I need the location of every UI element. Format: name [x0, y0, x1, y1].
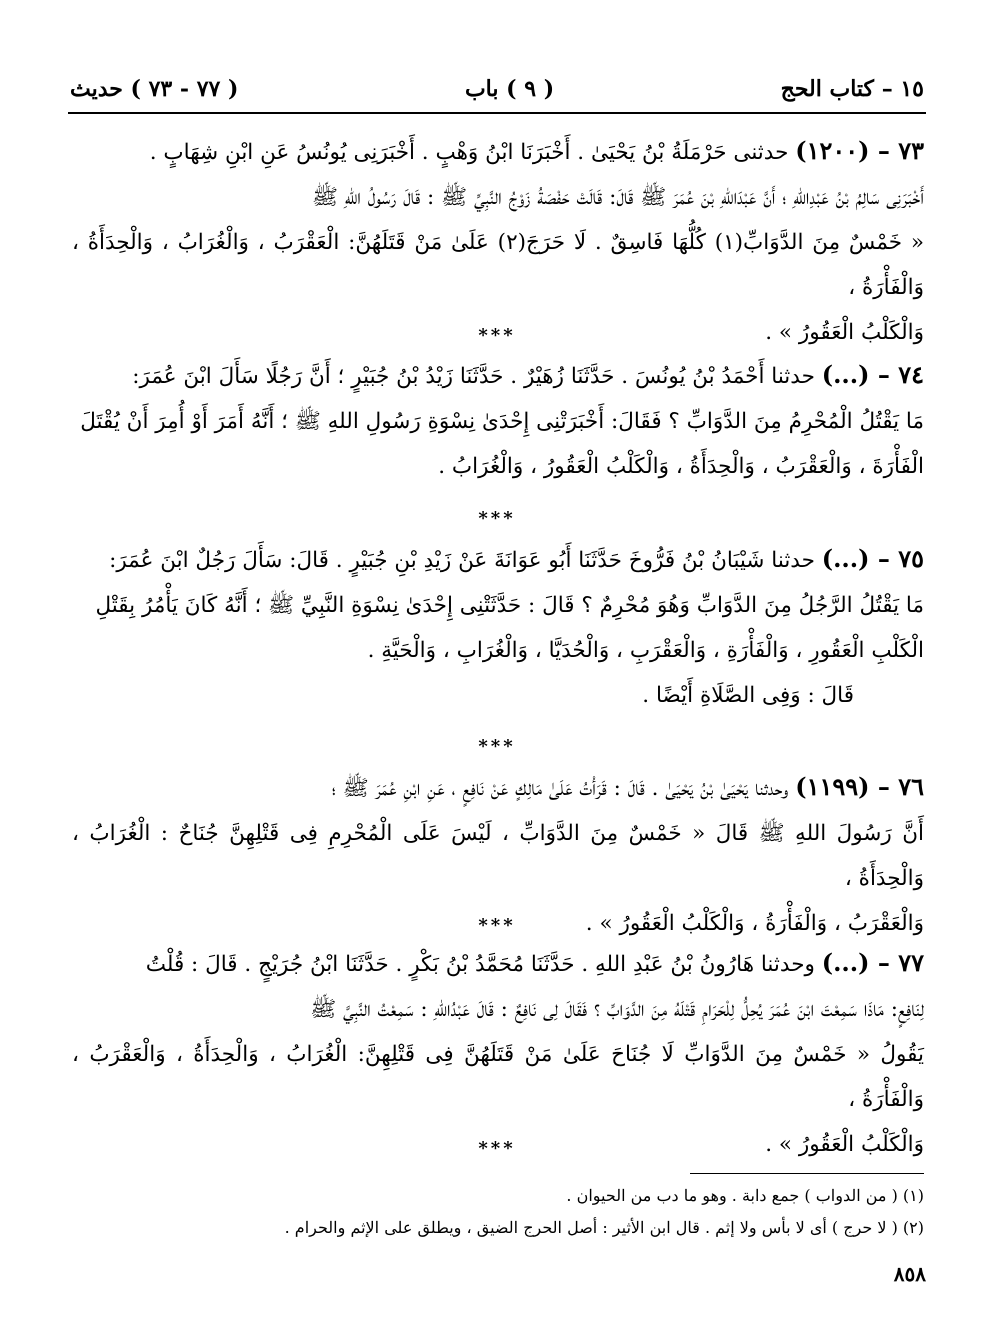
- hadith-line: وَالْكَلْبُ الْعَقُورُ » .: [765, 320, 924, 345]
- hadith-range: ( ٧٧ - ٧٣ ) حديث: [70, 76, 239, 102]
- separator-stars: ***: [478, 1138, 516, 1159]
- header-rule: [68, 112, 926, 114]
- footnote-2: (٢) ( لا حرج ) أى لا بأس ولا إثم . قال ابن الأثير : أصل الحرج الضيق ، ويطلق على الإثم والحرام .: [284, 1218, 924, 1237]
- hadith-line: أَنَّ رَسُولَ اللهِ ﷺ قَالَ « خَمْسٌ مِنَ الدَّوَابِّ ، لَيْسَ عَلَى الْمُحْرِمِ فِى قَتْلِهِنَّ جُنَاحٌ : الْغُرَابُ ، وَالْحِدَأَةُ ،: [72, 821, 924, 891]
- hadith-number: ٧٦ – (١١٩٩): [795, 772, 924, 801]
- hadith-line: وَالْكَلْبُ الْعَقُورُ » .: [765, 1132, 924, 1157]
- hadith-line: الْكَلْبِ الْعَقُورِ ، وَالْفَأْرَةِ ، وَالْعَقْرَبِ ، وَالْحُدَيَّا ، وَالْغُرَابِ ، وَالْحَيَّةِ .: [367, 638, 924, 663]
- hadith-line: وَالْعَقْرَبُ ، وَالْفَأْرَةُ ، وَالْكَلْبُ الْعَقُورُ » .: [585, 911, 924, 936]
- hadith-line: مَا يَقْتُلُ الرَّجُلُ مِنَ الدَّوَابِّ وَهُوَ مُحْرِمٌ ؟ قَالَ : حَدَّثَتْنِى إِحْدَىٰ نِسْوَةِ النَّبِيِّ ﷺ ؛ أَنَّهُ كَانَ يَأْمُرُ بِقَتْلِ: [95, 593, 924, 618]
- separator-stars: ***: [478, 325, 516, 346]
- page-number: ٨٥٨: [893, 1262, 926, 1286]
- book-title: ١٥ – كتاب الحج: [780, 76, 924, 102]
- hadith-line: مَا يَقْتُلُ الْمُحْرِمُ مِنَ الدَّوَابِّ ؟ فَقَالَ: أَخْبَرَتْنِى إِحْدَىٰ نِسْوَةِ رَسُولِ اللهِ ﷺ ؛ أَنَّهُ أَمَرَ أَوْ أُمِرَ أَنْ يُقْتَلَ: [80, 409, 924, 434]
- hadith-number: ٧٧ – (...): [821, 948, 924, 977]
- hadith-number: ٧٥ – (...): [821, 544, 924, 573]
- hadith-line: حدثنا شَيْبَانُ بْنُ فَرُّوخَ حَدَّثَنَا أَبُو عَوَانَةَ عَنْ زَيْدِ بْنِ جُبَيْرٍ . قَالَ: سَأَلَ رَجُلٌ ابْنَ عُمَرَ:: [109, 548, 815, 573]
- footnote-rule: [690, 1173, 924, 1174]
- hadith-line: لِنَافِعٍ: مَاذَا سَمِعْتَ ابْنَ عُمَرَ يُحِلُّ لِلْحَرَامِ قَتْلَهُ مِنَ الدَّوَابِّ ؟ فَقَالَ لِى نَافِعٌ : قَالَ عَبْدُاللهِ : سَمِعْتُ النَّبِيَّ ﷺ: [310, 997, 924, 1022]
- chapter-label: ( ٩ ) باب: [464, 76, 555, 102]
- hadith-number: ٧٣ – (١٢٠٠): [795, 136, 924, 165]
- separator-stars: ***: [478, 508, 516, 529]
- hadith-note: قَالَ : وَفِى الصَّلَاةِ أَيْضًا .: [642, 683, 854, 708]
- running-header: [70, 72, 924, 106]
- footnotes: [100, 1180, 924, 1244]
- hadith-line: حدثنى حَرْمَلَةُ بْنُ يَحْيَىٰ . أَخْبَرَنَا ابْنُ وَهْبٍ . أَخْبَرَنِى يُونُسُ عَنِ ابْنِ شِهَابٍ .: [149, 140, 789, 165]
- footnote-1: (١) ( من الدواب ) جمع دابة . وهو ما دب من الحيوان .: [566, 1186, 924, 1205]
- hadith-line: حدثنا أَحْمَدُ بْنُ يُونُسَ . حَدَّثَنَا زُهَيْرٌ . حَدَّثَنَا زَيْدُ بْنُ جُبَيْرٍ ؛ أَنَّ رَجُلًا سَأَلَ ابْنَ عُمَرَ:: [132, 364, 815, 389]
- hadith-number: ٧٤ – (...): [821, 360, 924, 389]
- hadith-line: الْفَأْرَةَ ، وَالْعَقْرَبُ ، وَالْحِدَأَةُ ، وَالْكَلْبُ الْعَقُورُ ، وَالْغُرَابُ .: [438, 454, 924, 479]
- hadith-line: وحدثنا هَارُونُ بْنُ عَبْدِ اللهِ . حَدَّثَنَا مُحَمَّدُ بْنُ بَكْرٍ . حَدَّثَنَا ابْنُ جُرَيْجٍ . قَالَ : قُلْتُ: [145, 952, 815, 977]
- hadith-line: يَقُولُ « خَمْسٌ مِنَ الدَّوَابِّ لَا جُنَاحَ عَلَىٰ مَنْ قَتَلَهُنَّ فِى قَتْلِهِنَّ: الْغُرَابُ ، وَالْحِدَأَةُ ، وَالْعَقْرَبُ ، وَالْفَأْرَةُ ،: [72, 1042, 924, 1112]
- separator-stars: ***: [478, 915, 516, 936]
- hadith-line: أَخْبَرَنِى سَالِمُ بْنُ عَبْدِاللهِ ؛ أَنَّ عَبْدَاللهِ بْنَ عُمَرَ ﷺ قَالَ: قَالَتْ حَفْصَةُ زَوْجُ النَّبِيِّ ﷺ : قَالَ رَسُولُ اللهِ ﷺ: [312, 185, 924, 210]
- hadith-73: [72, 128, 924, 355]
- hadith-line: وحدثنا يَحْيَىٰ بْنُ يَحْيَىٰ . قَالَ : قَرَأْتُ عَلَىٰ مَالِكٍ عَنْ نَافِعٍ ، عَنِ ابْنِ عُمَرَ ﷺ ؛: [331, 776, 789, 801]
- hadith-77: [72, 940, 924, 1167]
- hadith-75: [72, 536, 924, 718]
- hadith-74: [72, 352, 924, 489]
- hadith-line: « خَمْسٌ مِنَ الدَّوَابِّ(١) كُلُّهَا فَاسِقٌ . لَا حَرَجَ(٢) عَلَىٰ مَنْ قَتَلَهُنَّ: الْعَقْرَبُ ، وَالْغُرَابُ ، وَالْحِدَأَةُ ، وَالْفَأْرَةُ ،: [72, 230, 925, 300]
- separator-stars: ***: [478, 736, 516, 757]
